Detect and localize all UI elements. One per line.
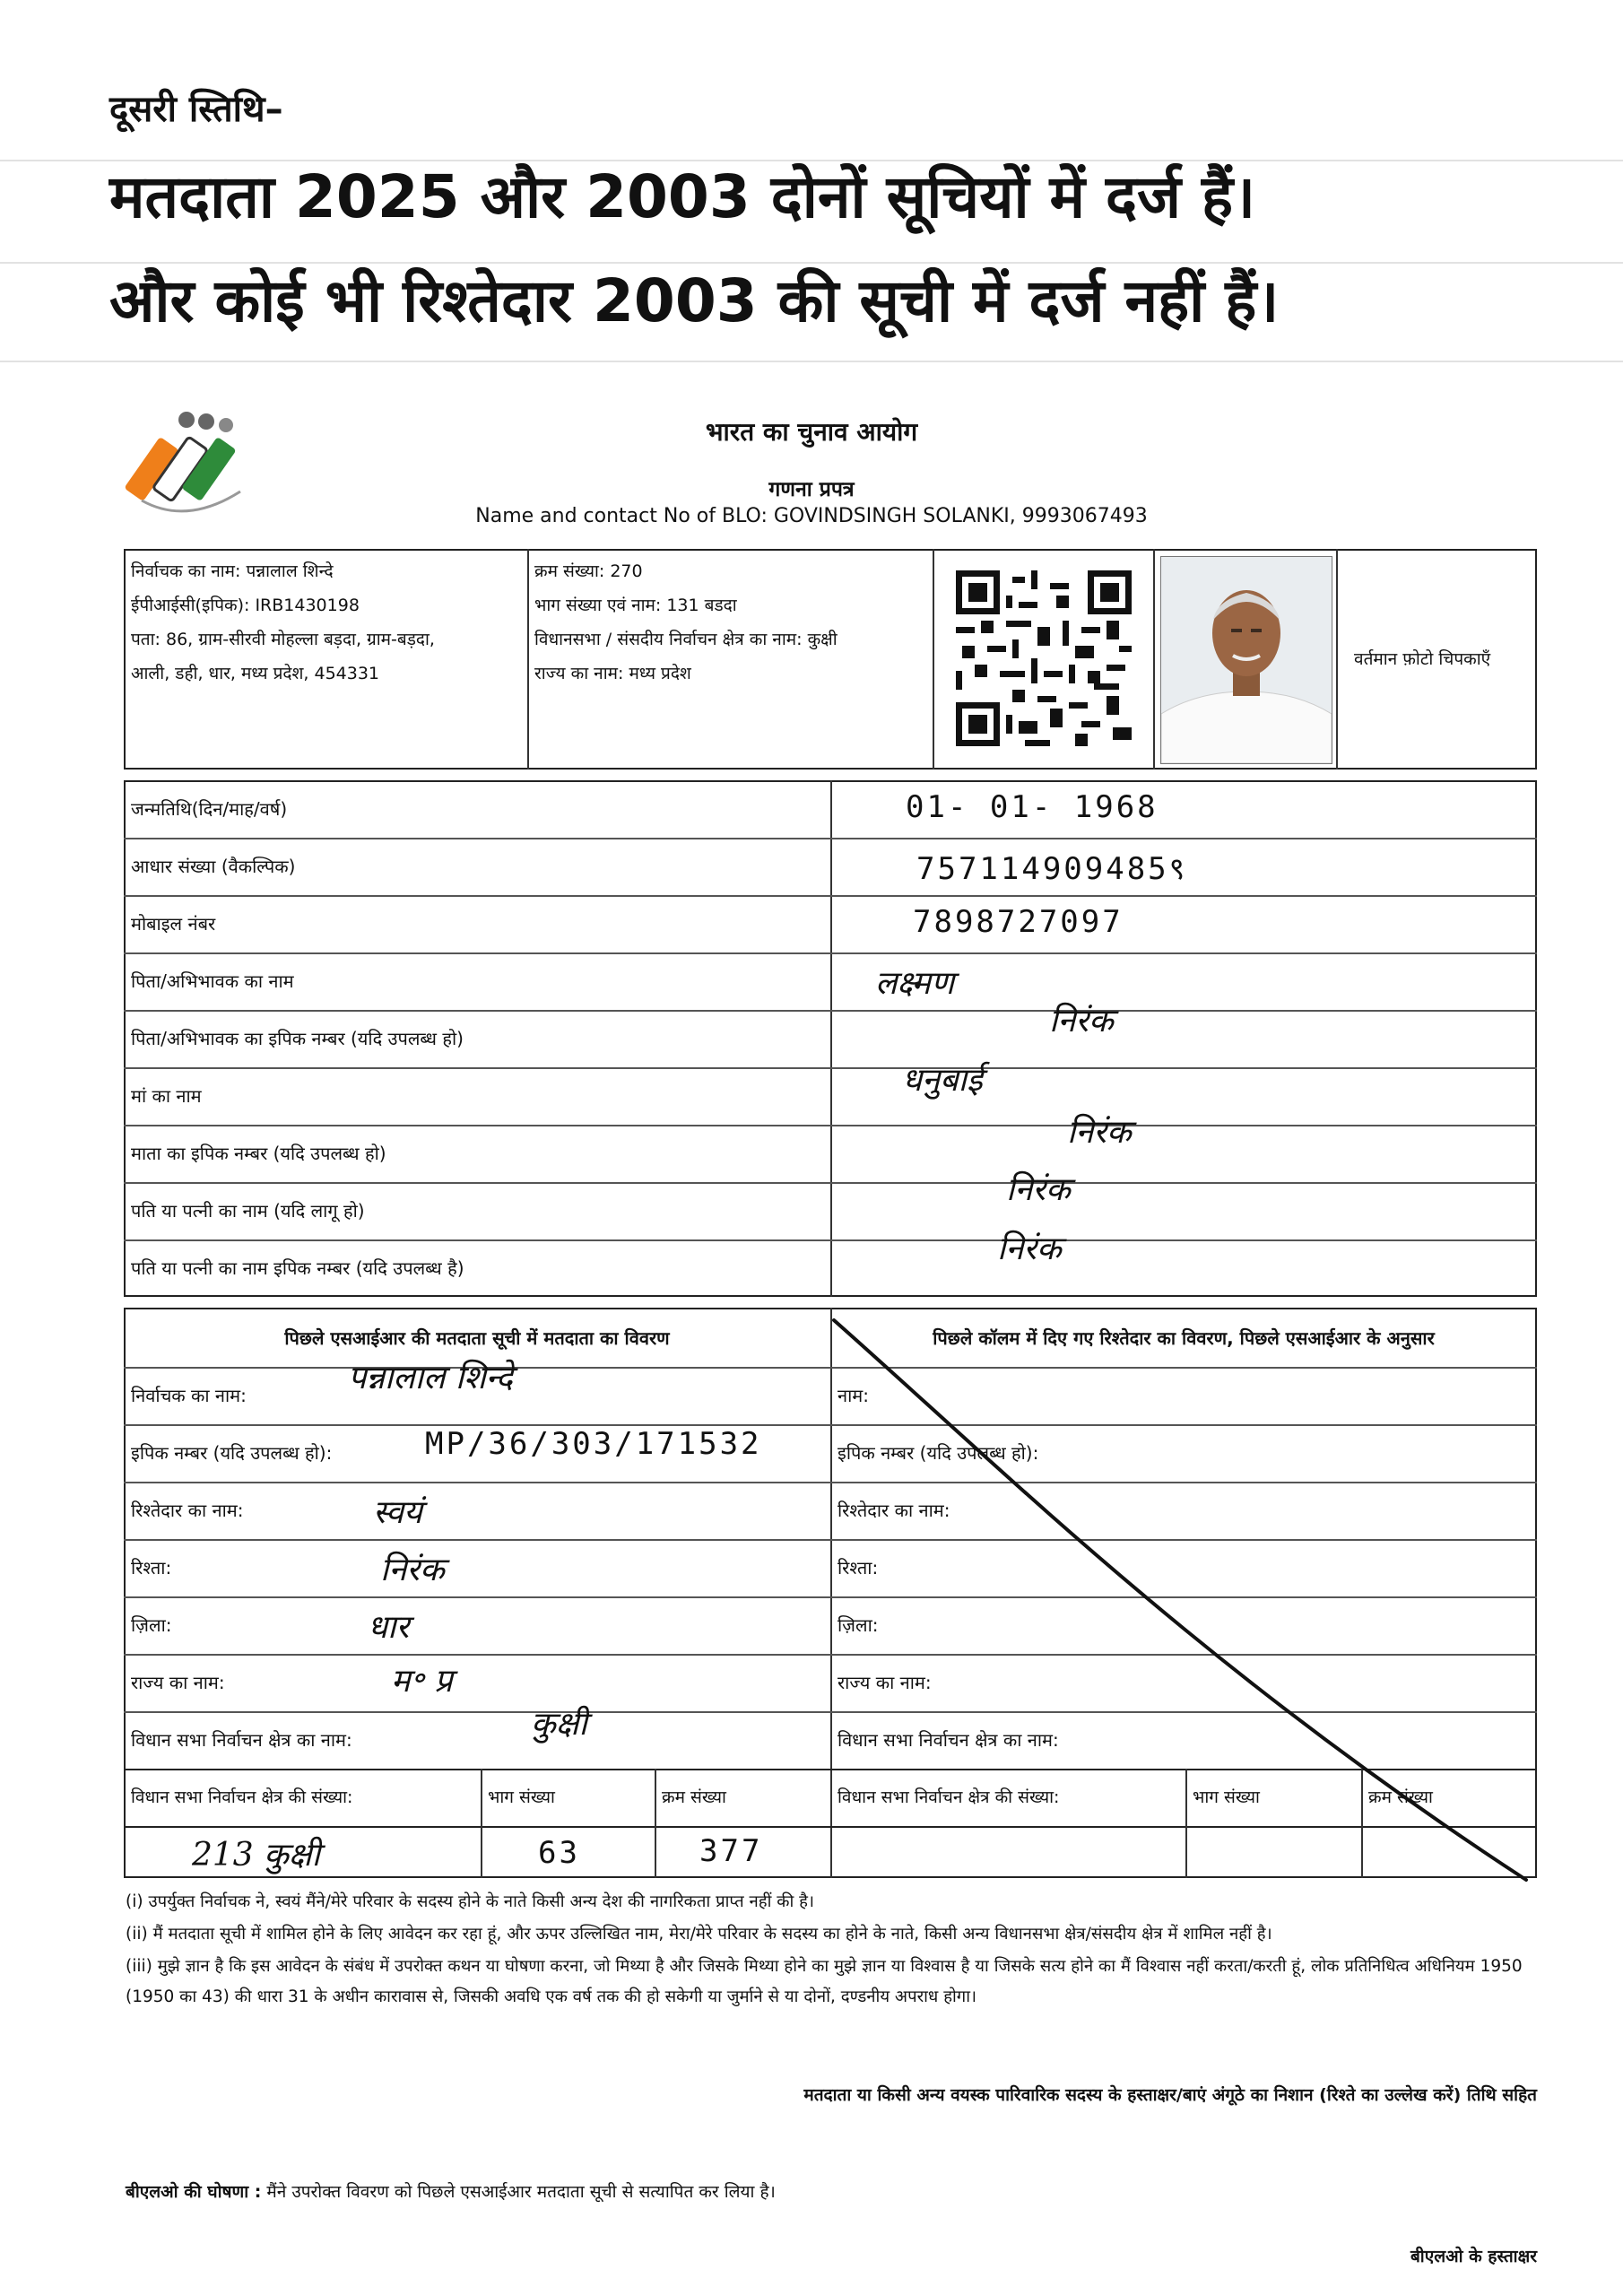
prev-state-value: म॰ प्र: [391, 1663, 453, 1700]
heading-line-2: और कोई भी रिश्तेदार 2003 की सूची में दर्ज नहीं हैं।: [109, 266, 1280, 335]
prev-district-label: ज़िला:: [131, 1614, 172, 1636]
prev-relative-value: स्वयं: [373, 1494, 422, 1531]
prev-district-value: धार: [368, 1609, 410, 1646]
qr-code: [956, 570, 1132, 746]
strike-through-line: [825, 1309, 1542, 1892]
prev-epic-value: MP/36/303/171532: [425, 1426, 762, 1462]
rel-epic-label: इपिक नम्बर (यदि उपलब्ध हो):: [838, 1442, 1039, 1464]
prev-elector-name-value: पन्नालाल शिन्दे: [348, 1360, 513, 1396]
prev-relative-label: रिश्तेदार का नाम:: [131, 1500, 244, 1521]
father-name-label: पिता/अभिभावक का नाम: [131, 970, 294, 992]
father-epic-value: निरंक: [1049, 1003, 1114, 1039]
mother-name-label: मां का नाम: [131, 1085, 202, 1107]
spouse-epic-label: पति या पत्नी का नाम इपिक नम्बर (यदि उपलब्ध है): [131, 1257, 464, 1279]
prev-part-no-label: भाग संख्या: [488, 1787, 555, 1807]
spouse-epic-value: निरंक: [997, 1231, 1062, 1267]
elector-address-1: पता: 86, ग्राम-सीरवी मोहल्ला बड़दा, ग्राम-बड़दा,: [131, 630, 435, 649]
elector-part: भाग संख्या एवं नाम: 131 बडदा: [534, 596, 737, 615]
prev-ac-name-label: विधान सभा निर्वाचन क्षेत्र का नाम:: [131, 1729, 352, 1751]
prev-right-heading: पिछले कॉलम में दिए गए रिश्तेदार का विवरण, पिछले एसआईआर के अनुसार: [933, 1327, 1435, 1349]
rel-state-label: राज्य का नाम:: [838, 1672, 932, 1693]
elector-state: राज्य का नाम: मध्य प्रदेश: [534, 664, 691, 683]
heading-subtitle: दूसरी स्तिथि–: [109, 89, 283, 130]
rel-district-label: ज़िला:: [838, 1614, 879, 1636]
prev-ac-no-label: विधान सभा निर्वाचन क्षेत्र की संख्या:: [131, 1787, 353, 1807]
mother-epic-label: माता का इपिक नम्बर (यदि उपलब्ध हो): [131, 1143, 386, 1164]
rel-relative-label: रिश्तेदार का नाम:: [838, 1500, 950, 1521]
prev-epic-label: इपिक नम्बर (यदि उपलब्ध हो):: [131, 1442, 333, 1464]
declaration-2: (ii) मैं मतदाता सूची में शामिल होने के लिए आवेदन कर रहा हूं, और ऊपर उल्लिखित नाम, मेरा/मेरे परिवार के सदस्य का होने के नाते, किसी अन्य विधानसभा क्षेत्र/संसदीय क्षेत्र में शामिल नहीं है।: [126, 1925, 1272, 1944]
prev-ac-no-value: 213 कुक्षी: [192, 1837, 320, 1874]
rel-part-no-label: भाग संख्या: [1193, 1787, 1260, 1807]
blo-declaration-text: मैंने उपरोक्त विवरण को पिछले एसआईआर मतदाता सूची से सत्यापित कर लिया है।: [261, 2182, 776, 2202]
father-name-value: लक्ष्मण: [875, 965, 954, 1002]
blo-contact: Name and contact No of BLO: GOVINDSINGH SOLANKI, 9993067493: [475, 505, 1148, 527]
elector-epic: ईपीआईसी(इपिक): IRB1430198: [131, 596, 360, 615]
elector-photo: [1160, 556, 1332, 764]
prev-serial-no-value: 377: [699, 1833, 763, 1869]
mother-epic-value: निरंक: [1067, 1114, 1132, 1151]
org-title: भारत का चुनाव आयोग: [705, 417, 918, 447]
rel-serial-no-label: क्रम संख्या: [1368, 1787, 1433, 1807]
blo-declaration-title: बीएलओ की घोषणा :: [126, 2182, 262, 2202]
elector-address-2: आली, डही, धार, मध्य प्रदेश, 454331: [131, 664, 380, 683]
mother-name-value: धनुबाई: [902, 1062, 983, 1099]
rel-name-label: नाम:: [838, 1385, 869, 1406]
photo-note: वर्तमान फ़ोटो चिपकाएँ: [1354, 649, 1491, 669]
prev-ac-name-value: कुक्षी: [531, 1706, 587, 1743]
elector-name: निर्वाचक का नाम: पन्नालाल शिन्दे: [131, 561, 334, 581]
dob-value: 01- 01- 1968: [906, 789, 1159, 825]
voter-signature-label: मतदाता या किसी अन्य वयस्क पारिवारिक सदस्य के हस्ताक्षर/बाएं अंगूठे का निशान (रिश्ते का उल्लेख करें) तिथि सहित: [803, 2085, 1537, 2105]
elector-serial: क्रम संख्या: 270: [534, 561, 643, 581]
prev-relation-label: रिश्ता:: [131, 1557, 172, 1578]
declaration-1: (i) उपर्युक्त निर्वाचक ने, स्वयं मैंने/मेरे परिवार के सदस्य होने के नाते किसी अन्य देश की नागरिकता प्राप्त नहीं की है।: [126, 1892, 815, 1911]
aadhaar-value: 757114909485९: [916, 851, 1188, 887]
elector-constituency: विधानसभा / संसदीय निर्वाचन क्षेत्र का नाम: कुक्षी: [534, 630, 838, 649]
rel-ac-no-label: विधान सभा निर्वाचन क्षेत्र की संख्या:: [838, 1787, 1060, 1807]
blo-signature-label: बीएलओ के हस्ताक्षर: [1410, 2247, 1537, 2266]
prev-part-no-value: 63: [538, 1835, 580, 1871]
blo-declaration: [126, 2179, 776, 2203]
dob-label: जन्मतिथि(दिन/माह/वर्ष): [131, 798, 288, 820]
prev-state-label: राज्य का नाम:: [131, 1672, 225, 1693]
rel-relation-label: रिश्ता:: [838, 1557, 879, 1578]
prev-relation-value: निरंक: [380, 1552, 445, 1588]
mobile-label: मोबाइल नंबर: [131, 913, 216, 935]
father-epic-label: पिता/अभिभावक का इपिक नम्बर (यदि उपलब्ध हो): [131, 1028, 464, 1049]
mobile-value: 7898727097: [913, 904, 1124, 940]
aadhaar-label: आधार संख्या (वैकल्पिक): [131, 856, 296, 877]
spouse-name-label: पति या पत्नी का नाम (यदि लागू हो): [131, 1200, 365, 1222]
rel-ac-name-label: विधान सभा निर्वाचन क्षेत्र का नाम:: [838, 1729, 1059, 1751]
prev-elector-name-label: निर्वाचक का नाम:: [131, 1385, 247, 1406]
spouse-name-value: निरंक: [1006, 1171, 1071, 1208]
prev-serial-no-label: क्रम संख्या: [662, 1787, 726, 1807]
prev-left-heading: पिछले एसआईआर की मतदाता सूची में मतदाता का विवरण: [284, 1327, 670, 1349]
heading-line-1: मतदाता 2025 और 2003 दोनों सूचियों में दर्ज हैं।: [109, 162, 1256, 231]
declaration-3: (iii) मुझे ज्ञान है कि इस आवेदन के संबंध में उपरोक्त कथन या घोषणा करना, जो मिथ्या है और जिसके मिथ्या होने का मुझे ज्ञान या विश्वास है या जिसके सत्य होने का मैं विश्वास नहीं करता/करती हूं, लोक प्रतिनिधित्व अधिनियम 1950 (1950 का 43) की धारा 31 के अधीन कारावास से, जिसकी अवधि एक वर्ष तक की हो सकेगी या जुर्माने से या दोनों, दण्डनीय अपराध होगा।: [126, 1957, 1523, 2006]
form-title: गणना प्रपत्र: [768, 478, 855, 501]
ruled-line: [0, 361, 1623, 362]
